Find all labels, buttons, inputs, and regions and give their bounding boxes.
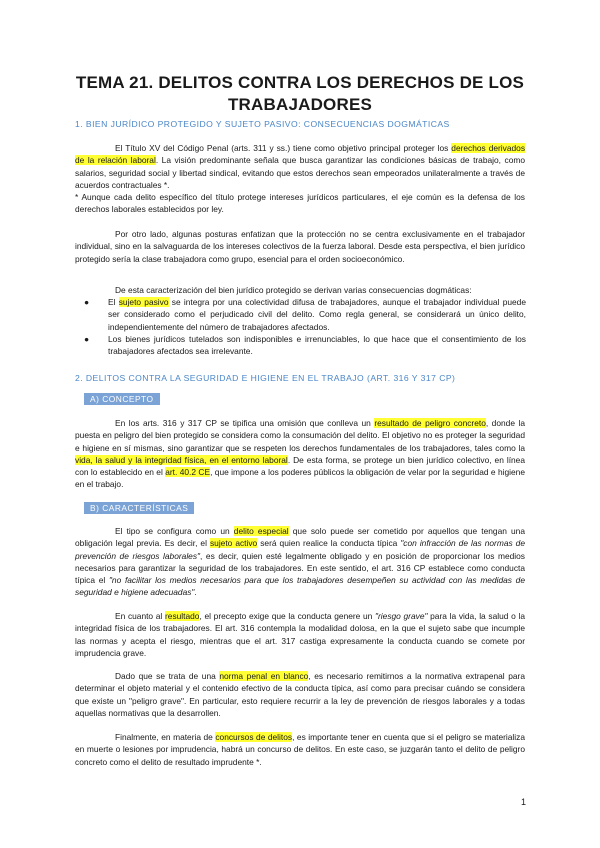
footnote-text: * Aunque cada delito específico del título protege intereses jurídicos particulares, el eje común es la defensa de los derechos laborales establecidos por ley.	[75, 192, 525, 215]
section-heading-seguridad-higiene: 2. DELITOS CONTRA LA SEGURIDAD E HIGIENE EN EL TRABAJO (ART. 316 Y 317 CP)	[75, 373, 456, 383]
page-number: 1	[520, 797, 526, 807]
paragraph-norma-penal-blanco: Dado que se trata de una norma penal en blanco, es necesario remitirnos a la normativa extrapenal para determinar el objeto material y el contenido efectivo de la conducta típica, así como para precisar cuándo se considera que existe un "peligro grave". En particular, esto requiere recurrir a la ley de prevención de riesgos laborales y a todas aquellas normativas que la desarrollen.	[75, 671, 525, 718]
subheading-caracteristicas: B) CARACTERÍSTICAS	[84, 502, 194, 514]
paragraph-concepto: En los arts. 316 y 317 CP se tipifica una omisión que conlleva un resultado de peligro concreto, donde la puesta en peligro del bien protegido se considera como la consumación del delito. El objetivo no es proteger la seguridad e higiene en sí mismas, sino garantizar que se respeten los derechos fundamentales de los trabajadores, tales como la vida, la salud y la integridad física, en el entorno laboral. De esta forma, se protege un bien jurídico colectivo, en línea con lo establecido en el art. 40.2 CE, que impone a los poderes públicos la obligación de velar por la seguridad e higiene en el trabajo.	[75, 418, 526, 490]
highlight-resultado: resultado	[165, 611, 200, 621]
paragraph-concursos: Finalmente, en materia de concursos de delitos, es importante tener en cuenta que si el peligro se materializa en muerte o lesiones por imprudencia, habrá un concurso de delitos. En este caso, se juzgarán tanto el delito de peligro concreto como el delito de resultado imprudente *.	[75, 732, 525, 767]
highlight-sujeto-activo: sujeto activo	[209, 538, 258, 549]
highlight-sujeto-pasivo: sujeto pasivo	[118, 297, 169, 307]
paragraph-intereses-colectivos: Por otro lado, algunas posturas enfatizan que la protección no se centra exclusivamente en el trabajador individual, sino en la salvaguarda de los intereses colectivos de la fuerza laboral. Desde esta perspectiva, el bien jurídico protegido sería la clase trabajadora como grupo, esencial para el orden socioeconómico.	[75, 229, 525, 264]
highlight-peligro-concreto: resultado de peligro concreto	[374, 418, 486, 428]
list-item-bienes-indisponibles: ● Los bienes jurídicos tutelados son indisponibles e irrenunciables, lo que hace que el consentimiento de los trabajadores afectados sea irrelevante.	[84, 333, 526, 357]
paragraph-resultado: En cuanto al resultado, el precepto exige que la conducta genere un "riesgo grave" para la vida, la salud o la integridad física de los trabajadores. El art. 316 contempla la modalidad dolosa, en la que el sujeto sabe que incumple las normas y acepta el riesgo, mientras que el art. 317 castiga expresamente la conducta cuando se comete por imprudencia grave.	[75, 611, 525, 658]
subheading-concepto: A) CONCEPTO	[84, 393, 160, 405]
highlight-vida-salud: vida, la salud y la integridad física, en el entorno laboral	[75, 454, 288, 465]
page-title: TEMA 21. DELITOS CONTRA LOS DERECHOS DE LOS TRABAJADORES	[75, 73, 525, 114]
section-heading-bien-juridico: 1. BIEN JURÍDICO PROTEGIDO Y SUJETO PASIVO: CONSECUENCIAS DOGMÁTICAS	[75, 119, 450, 129]
bullet-icon: ●	[84, 297, 90, 307]
highlight-concursos-delitos: concursos de delitos	[215, 732, 293, 742]
list-item-sujeto-pasivo: ● El sujeto pasivo se integra por una colectividad difusa de trabajadores, aunque el trabajador individual puede ser considerado como el perjudicado civil del delito. Como regla general, se considerará un único delito, independientemente del número de trabajadores afectados.	[84, 297, 526, 332]
highlight-art-40-ce: art. 40.2 CE	[165, 467, 211, 478]
highlight-derechos-relacion-laboral: derechos derivados de la relación laboral	[75, 143, 526, 166]
paragraph-delito-especial: El tipo se configura como un delito especial que solo puede ser cometido por aquellos que tengan una obligación legal previa. Es decir, el sujeto activo será quien realice la conducta típica "con infracción de las normas de prevención de riesgos laborales", es decir, quien esté legalmente obligado y en posición de proporcionar los medios necesarios para garantizar la seguridad de los trabajadores. En este sentido, el art. 316 CP establece como conducta típica el "no facilitar los medios necesarios para que los trabajadores desempeñen su actividad con las medidas de seguridad e higiene adecuadas".	[75, 526, 525, 598]
paragraph-consecuencias-intro: De esta caracterización del bien jurídico protegido se derivan varias consecuencias dogmáticas:	[115, 285, 472, 295]
highlight-norma-penal-blanco: norma penal en blanco	[219, 671, 309, 681]
paragraph-titulo-xv: El Título XV del Código Penal (arts. 311 y ss.) tiene como objetivo principal proteger los derechos derivados de la relación laboral. La visión predominante señala que busca garantizar las condiciones básicas de trabajo, como salarios, seguridad social y libertad sindical, evitando que estos derechos sean empeorados unilateralmente a través de acuerdos contractuales *.	[75, 143, 526, 190]
highlight-delito-especial: delito especial	[233, 526, 289, 536]
bullet-icon: ●	[84, 333, 90, 344]
consequences-list	[80, 296, 526, 357]
